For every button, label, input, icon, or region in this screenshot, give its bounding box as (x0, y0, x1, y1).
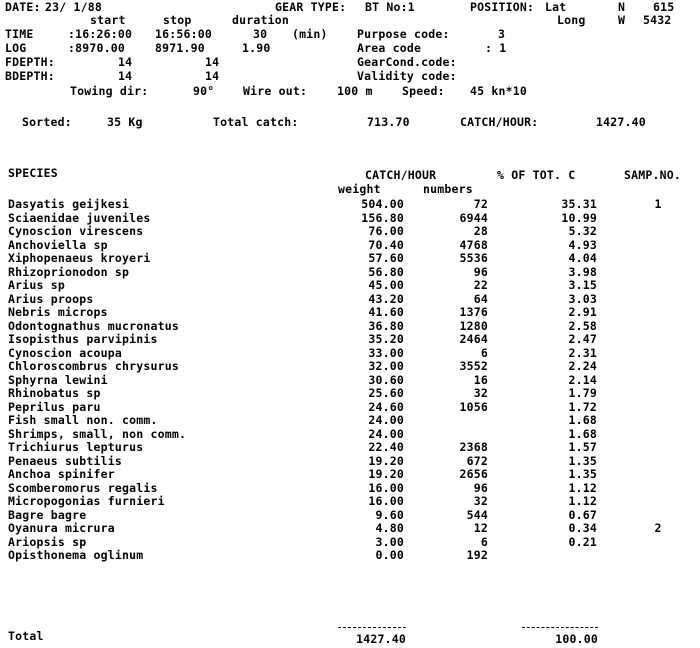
percent-value: 2.47 (568, 332, 597, 346)
species-name: Bagre bagre (8, 508, 87, 522)
weight-value: 504.00 (361, 197, 404, 211)
species-name: Isopisthus parvipinis (8, 332, 158, 346)
bdepth-stop: 14 (205, 69, 220, 83)
numbers-value: 192 (466, 548, 488, 562)
numbers-value: 6 (480, 346, 488, 360)
species-name: Sciaenidae juveniles (8, 211, 151, 225)
purpose-value: 3 (498, 27, 506, 41)
numbers-value: 672 (466, 454, 488, 468)
col-stop-label: stop (163, 13, 192, 27)
species-name: Opisthonema oglinum (8, 548, 144, 562)
numbers-value: 32 (473, 386, 488, 400)
lat-label: Lat (545, 0, 567, 14)
area-label: Area code (357, 41, 422, 55)
weight-value: 16.00 (368, 481, 404, 495)
species-name: Anchoa spinifer (8, 467, 115, 481)
percent-value: 4.93 (568, 238, 597, 252)
long-value: 5432 (643, 13, 672, 27)
species-name: Odontognathus mucronatus (8, 319, 179, 333)
weight-value: 43.20 (368, 292, 404, 306)
weight-value: 16.00 (368, 494, 404, 508)
species-name: Sphyrna lewini (8, 373, 108, 387)
numbers-value: 1056 (459, 400, 488, 414)
sample-number: 2 (654, 521, 662, 535)
total-weight: 1427.40 (356, 632, 406, 646)
area-value: : 1 (485, 41, 507, 55)
species-name: Arius sp (8, 278, 65, 292)
numbers-value: 72 (473, 197, 488, 211)
sorted-value: 35 Kg (107, 115, 143, 129)
numbers-value: 4768 (459, 238, 488, 252)
numbers-value: 22 (473, 278, 488, 292)
log-duration: 1.90 (242, 41, 271, 55)
time-stop: 16:56:00 (155, 27, 212, 41)
percent-value: 0.34 (568, 521, 597, 535)
weight-value: 45.00 (368, 278, 404, 292)
total-catch-value: 713.70 (367, 115, 410, 129)
percent-value: 3.03 (568, 292, 597, 306)
gear-value: BT No:1 (365, 0, 415, 14)
weight-value: 35.20 (368, 332, 404, 346)
percent-value: 1.57 (568, 440, 597, 454)
col-species: SPECIES (8, 166, 58, 180)
weight-value: 33.00 (368, 346, 404, 360)
weight-value: 41.60 (368, 305, 404, 319)
weight-value: 25.60 (368, 386, 404, 400)
time-label: TIME (5, 27, 34, 41)
weight-value: 9.60 (375, 508, 404, 522)
species-name: Rhizoprionodon sp (8, 265, 130, 279)
sorted-label: Sorted: (22, 115, 72, 129)
weight-value: 36.80 (368, 319, 404, 333)
numbers-value: 12 (473, 521, 488, 535)
numbers-value: 544 (466, 508, 488, 522)
percent-value: 3.15 (568, 278, 597, 292)
sample-number: 1 (654, 197, 662, 211)
validity-label: Validity code: (357, 69, 457, 83)
weight-value: 30.60 (368, 373, 404, 387)
numbers-value: 5536 (459, 251, 488, 265)
percent-value: 2.31 (568, 346, 597, 360)
weight-value: 22.40 (368, 440, 404, 454)
col-catch-per-hour: CATCH/HOUR (365, 168, 437, 182)
col-percent-total: % OF TOT. C (497, 168, 576, 182)
numbers-value: 96 (473, 481, 488, 495)
percent-value: 1.35 (568, 454, 597, 468)
time-start: :16:26:00 (68, 27, 133, 41)
numbers-value: 2656 (459, 467, 488, 481)
weight-value: 57.60 (368, 251, 404, 265)
numbers-value: 1376 (459, 305, 488, 319)
date-label: DATE: (5, 0, 41, 14)
date-value: 23/ 1/88 (45, 0, 102, 14)
weight-value: 156.80 (361, 211, 404, 225)
species-name: Trichiurus lepturus (8, 440, 144, 454)
log-start: :8970.00 (68, 41, 125, 55)
species-name: Cynoscion virescens (8, 224, 144, 238)
percent-value: 4.04 (568, 251, 597, 265)
weight-value: 70.40 (368, 238, 404, 252)
towing-value: 90° (193, 84, 215, 98)
gearcond-label: GearCond.code: (357, 55, 457, 69)
weight-value: 24.00 (368, 413, 404, 427)
total-catch-label: Total catch: (213, 115, 299, 129)
weight-value: 4.80 (375, 521, 404, 535)
catch-per-hour-label: CATCH/HOUR: (460, 115, 539, 129)
species-name: Dasyatis geijkesi (8, 197, 130, 211)
numbers-value: 96 (473, 265, 488, 279)
percent-value: 0.67 (568, 508, 597, 522)
percent-value: 0.21 (568, 535, 597, 549)
numbers-value: 6944 (459, 211, 488, 225)
percent-value: 5.32 (568, 224, 597, 238)
percent-value: 2.91 (568, 305, 597, 319)
species-name: Nebris microps (8, 305, 108, 319)
towing-label: Towing dir: (70, 84, 149, 98)
species-name: Micropogonias furnieri (8, 494, 165, 508)
log-stop: 8971.90 (155, 41, 205, 55)
percent-value: 2.14 (568, 373, 597, 387)
speed-label: Speed: (402, 84, 445, 98)
numbers-value: 3552 (459, 359, 488, 373)
numbers-value: 1280 (459, 319, 488, 333)
weight-value: 76.00 (368, 224, 404, 238)
long-hemisphere: W (618, 13, 626, 27)
lat-value: 615 (653, 0, 675, 14)
numbers-value: 2368 (459, 440, 488, 454)
species-name: Shrimps, small, non comm. (8, 427, 187, 441)
species-name: Chloroscombrus chrysurus (8, 359, 179, 373)
species-name: Oyanura micrura (8, 521, 115, 535)
total-percent: 100.00 (555, 632, 598, 646)
position-label: POSITION: (470, 0, 535, 14)
log-label: LOG (5, 41, 27, 55)
species-name: Xiphopenaeus kroyeri (8, 251, 151, 265)
weight-value: 0.00 (375, 548, 404, 562)
species-name: Scomberomorus regalis (8, 481, 158, 495)
species-name: Penaeus subtilis (8, 454, 122, 468)
percent-value: 1.79 (568, 386, 597, 400)
species-name: Anchoviella sp (8, 238, 108, 252)
col-sample-number: SAMP.NO. (624, 168, 681, 182)
total-label: Total (8, 629, 44, 643)
weight-value: 56.80 (368, 265, 404, 279)
lat-hemisphere: N (618, 0, 626, 14)
species-name: Fish small non. comm. (8, 413, 158, 427)
weight-value: 24.60 (368, 400, 404, 414)
species-name: Peprilus paru (8, 400, 101, 414)
numbers-value: 6 (480, 535, 488, 549)
wire-label: Wire out: (243, 84, 308, 98)
weight-value: 19.20 (368, 467, 404, 481)
percent-value: 1.35 (568, 467, 597, 481)
percent-value: 10.99 (561, 211, 597, 225)
col-weight: weight (338, 182, 381, 196)
bdepth-label: BDEPTH: (5, 69, 55, 83)
percent-value: 2.58 (568, 319, 597, 333)
species-name: Arius proops (8, 292, 94, 306)
col-start-label: start (90, 13, 126, 27)
percent-value: 1.12 (568, 494, 597, 508)
fdepth-start: 14 (118, 55, 133, 69)
weight-total-rule (338, 627, 406, 628)
weight-value: 19.20 (368, 454, 404, 468)
species-name: Ariopsis sp (8, 535, 87, 549)
percent-value: 3.98 (568, 265, 597, 279)
numbers-value: 2464 (459, 332, 488, 346)
time-unit: (min) (292, 27, 328, 41)
percent-value: 1.72 (568, 400, 597, 414)
fdepth-label: FDEPTH: (5, 55, 55, 69)
speed-value: 45 kn*10 (470, 84, 527, 98)
time-duration: 30 (253, 27, 268, 41)
fdepth-stop: 14 (205, 55, 220, 69)
percent-value: 1.68 (568, 413, 597, 427)
species-name: Cynoscion acoupa (8, 346, 122, 360)
weight-value: 32.00 (368, 359, 404, 373)
numbers-value: 32 (473, 494, 488, 508)
purpose-label: Purpose code: (357, 27, 450, 41)
percent-total-rule (522, 627, 598, 628)
col-duration-label: duration (232, 13, 289, 27)
numbers-value: 64 (473, 292, 488, 306)
percent-value: 1.68 (568, 427, 597, 441)
bdepth-start: 14 (118, 69, 133, 83)
numbers-value: 16 (473, 373, 488, 387)
percent-value: 1.12 (568, 481, 597, 495)
numbers-value: 28 (473, 224, 488, 238)
percent-value: 35.31 (561, 197, 597, 211)
long-label: Long (557, 13, 586, 27)
col-numbers: numbers (423, 182, 473, 196)
weight-value: 24.00 (368, 427, 404, 441)
weight-value: 3.00 (375, 535, 404, 549)
gear-label: GEAR TYPE: (275, 0, 347, 14)
catch-per-hour-value: 1427.40 (596, 115, 646, 129)
percent-value: 2.24 (568, 359, 597, 373)
wire-value: 100 m (337, 84, 373, 98)
species-name: Rhinobatus sp (8, 386, 101, 400)
